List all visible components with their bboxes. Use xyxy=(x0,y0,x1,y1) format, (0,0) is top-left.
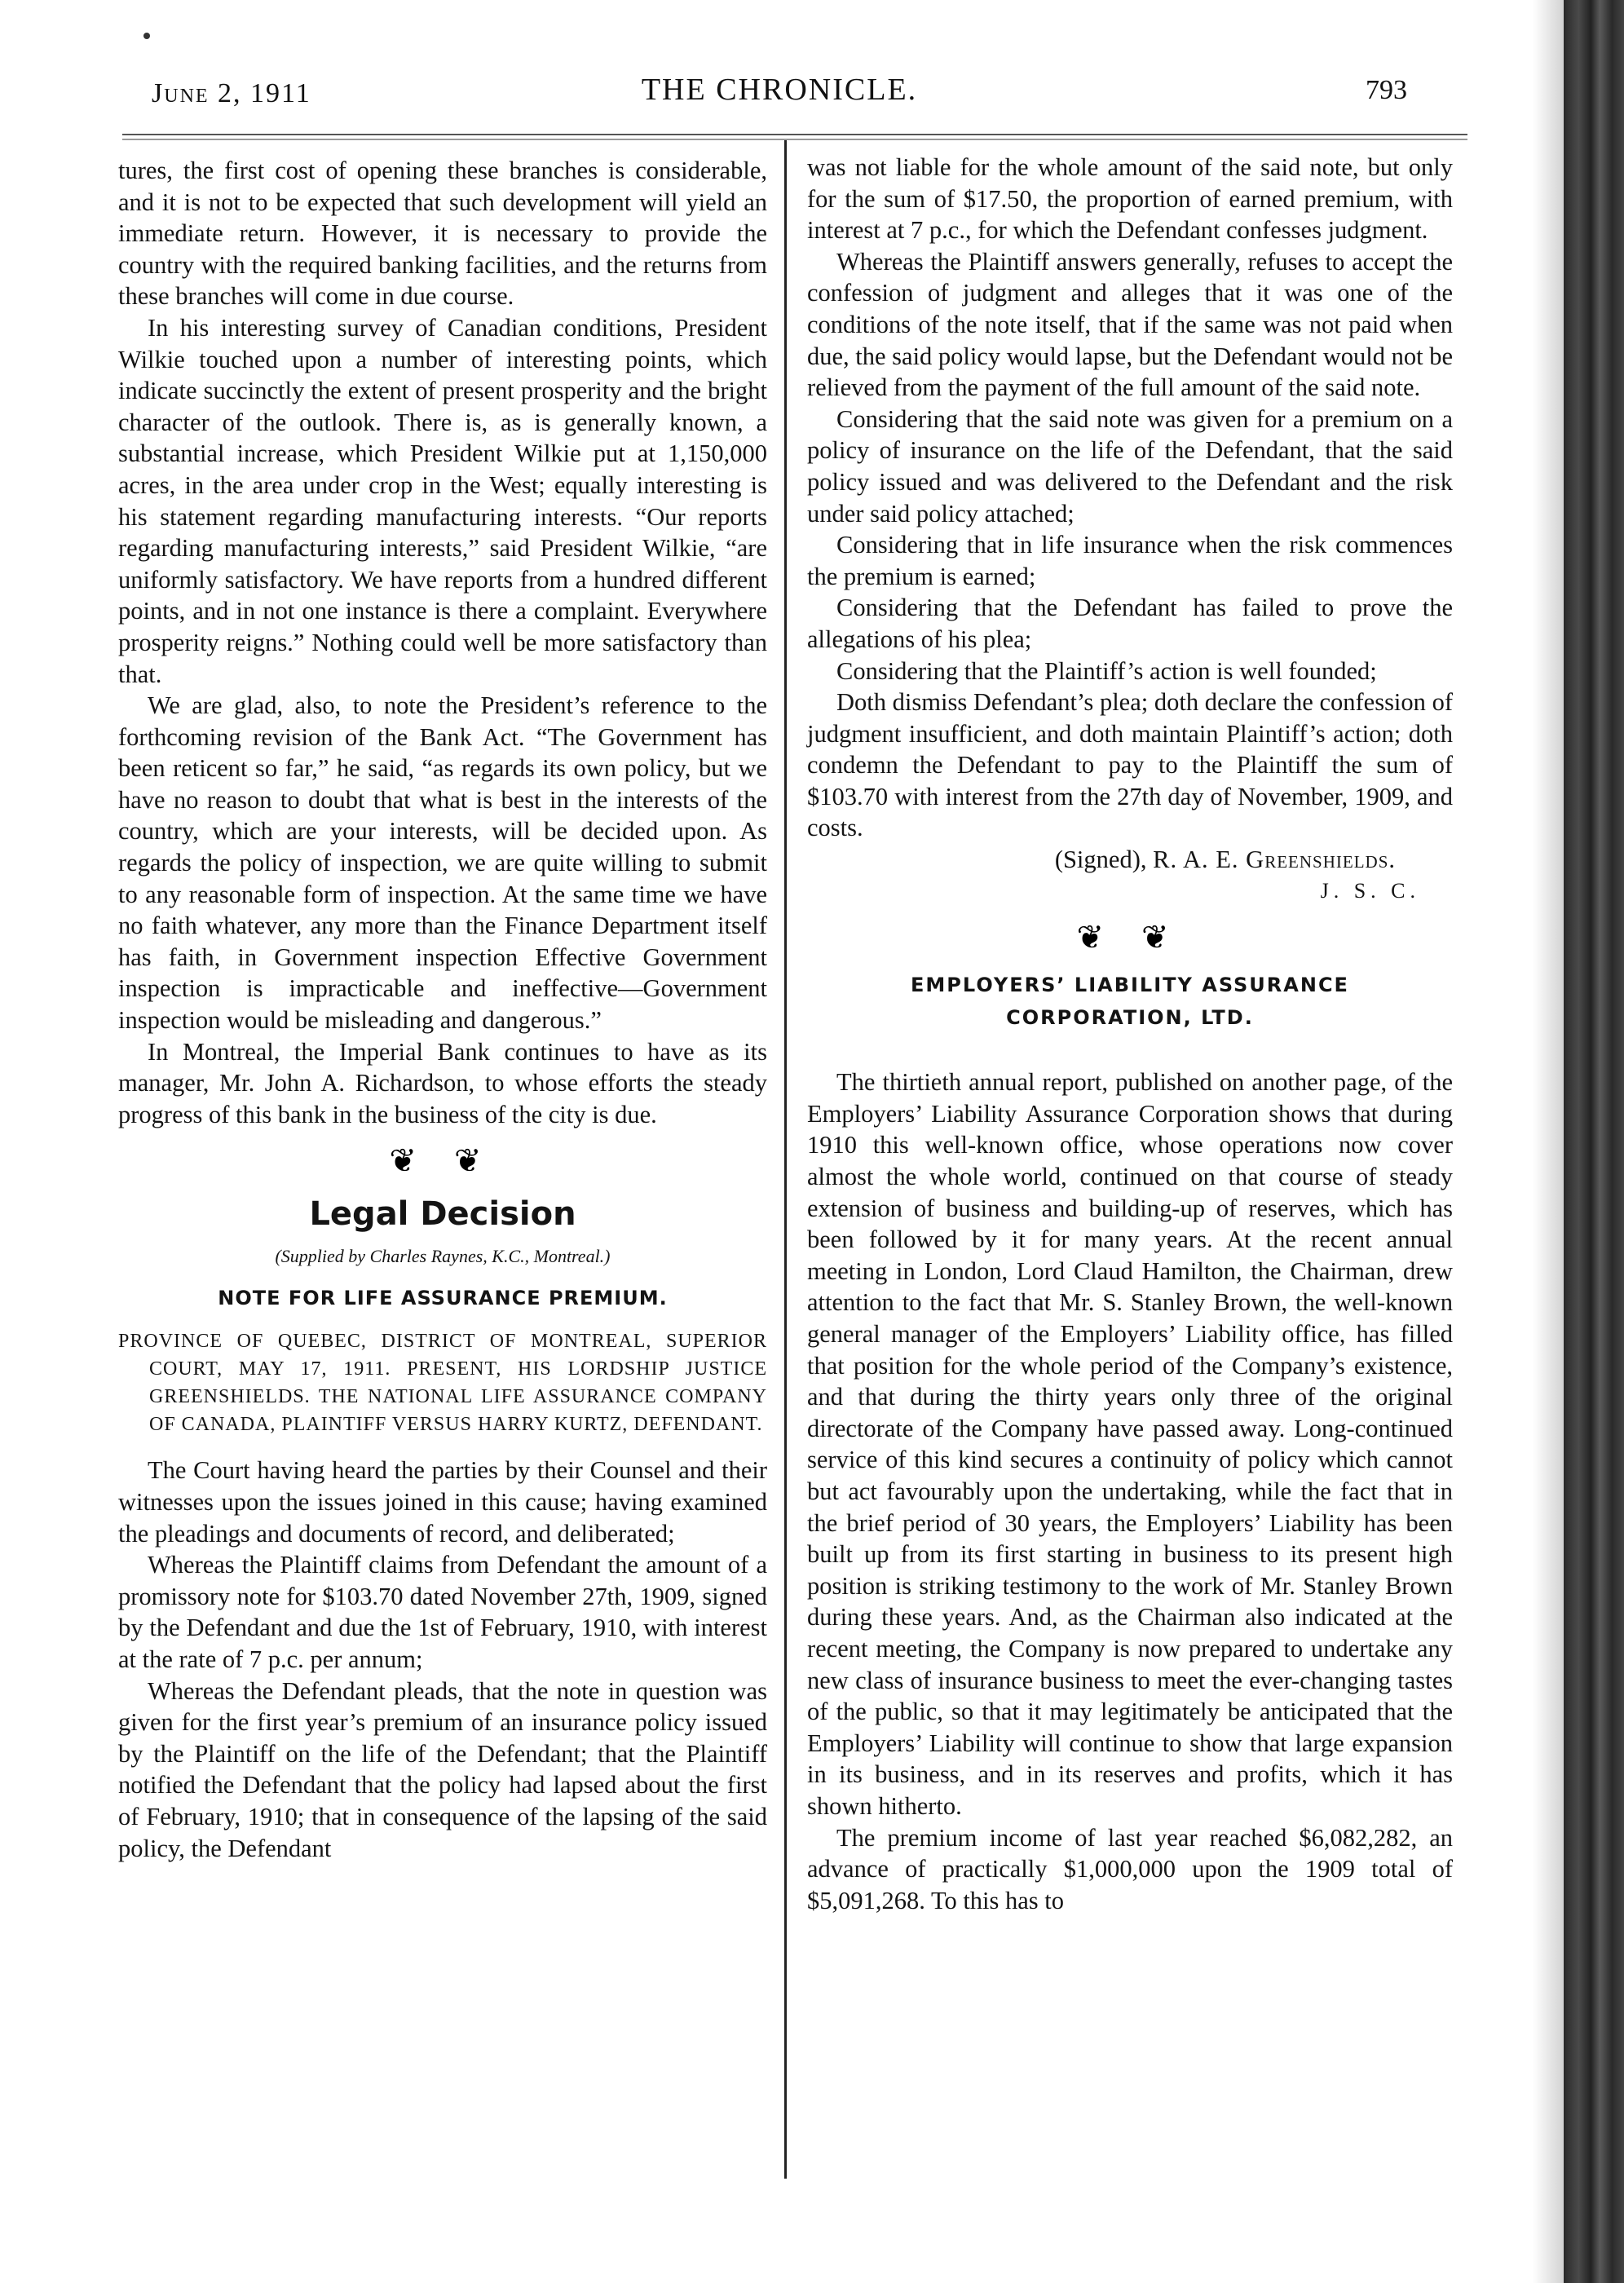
signature-line xyxy=(807,844,1453,876)
column-divider xyxy=(784,140,787,2179)
ornament: ❦ ❦ xyxy=(1076,919,1184,956)
page-header xyxy=(152,72,1407,121)
paragraph: Considering that the said note was given for a premium on a policy of insurance on the life of the Defendant, that the said policy issued and was delivered to the Defendant and the risk under said policy attached; xyxy=(807,404,1453,528)
corporation-heading xyxy=(807,969,1453,1034)
paragraph: Considering that the Plaintiff’s action is well founded; xyxy=(836,656,1377,685)
case-caption: PROVINCE OF QUEBEC, DISTRICT OF MONTREAL, SUPERIOR COURT, MAY 17, 1911. PRESENT, HIS LORDSHIP JUSTICE GREENSHIELDS. THE NATIONAL LIFE ASSURANCE COMPANY OF CANADA, PLAINTIFF VERSUS HARRY KURTZ, DEFENDANT. xyxy=(118,1331,767,1436)
book-spine xyxy=(1564,0,1624,2283)
paragraph: The thirtieth annual report, published on another page, of the Employers’ Liability Assurance Corporation shows that during 1910 this well-known office, whose operations now cover almost the whole world, continued on that course of steady extension of business and building-up of reserves, which has been followed by it for many years. At the recent annual meeting in London, Lord Claud Hamilton, the Chairman, drew attention to the fact that Mr. S. Stanley Brown, the well-known general manager of the Employers’ Liability office, has filled that position for the whole period of the Company’s existence, and that during the thirty years only three of the original directorate of the Company have passed away. Long-continued service of this kind secures a continuity of policy which cannot but act favourably upon the undertaking, while the fact that in the brief period of 30 years, the Employers’ Liability has been built up from its first starting in business to its present high position is striking testimony to the work of Mr. Stanley Brown during these years. And, as the Chairman also indicated at the recent meeting, the Company is now prepared to undertake any new class of insurance business to meet the ever-changing tastes of the public, so that it may legitimately be anticipated that the Employers’ Liability will continue to show that large expansion in its business, and in its reserves and profits, which it has shown hitherto. xyxy=(807,1068,1453,1820)
paragraph: Considering that in life insurance when the risk commences the premium is earned; xyxy=(807,531,1453,590)
subheading: NOTE FOR LIFE ASSURANCE PREMIUM. xyxy=(218,1287,668,1310)
header-date: June 2, 1911 xyxy=(152,78,311,108)
paragraph: tures, the first cost of opening these branches is considerable, and it is not to be expected that such development will yield an immediate return. However, it is necessary to provide the country with the required banking facilities, and the returns from these branches will come in due course. xyxy=(118,157,767,311)
paragraph: In his interesting survey of Canadian conditions, President Wilkie touched upon a number of interesting points, which indicate succinctly the extent of present prosperity and the bright character of the outlook. There is, as is generally known, a substantial increase, which President Wilkie put at 1,150,000 acres, in the area under crop in the West; equally interesting is his statement regarding manufacturing interests. “Our reports regarding manufacturing interests,” said President Wilkie, “are uniformly satisfactory. We have reports from a hundred different points, and in not one instance is there a complaint. Everywhere prosperity reigns.” Nothing could well be more satisfactory than that. xyxy=(118,313,767,688)
speck xyxy=(143,33,150,39)
header-title: THE CHRONICLE. xyxy=(641,73,918,107)
paragraph: We are glad, also, to note the President’s reference to the forthcoming revision of the Bank Act. “The Government has been reticent so far,” he said, “as regards its own policy, but we have no reason to doubt that what is best in the interests of the country, which are your interests, will be decided upon. As regards the policy of inspection, we are quite willing to submit to any reasonable form of inspection. At the same time we have no faith whatever, any more than the Finance Department itself has faith, in Government inspection Effective Government inspection is impracticable and ineffective—Government inspection would be misleading and dangerous.” xyxy=(118,691,767,1035)
paragraph: was not liable for the whole amount of the said note, but only for the sum of $17.50, the proportion of earned premium, with interest at 7 p.c., for which the Defendant confesses judgment. xyxy=(807,153,1453,245)
left-column xyxy=(118,155,767,1864)
paragraph: Whereas the Plaintiff answers generally, refuses to accept the confession of judgment and alleges that it was one of the conditions of the note itself, that if the same was not paid when due, the said policy would lapse, but the Defendant would not be relieved from the payment of the full amount of the said note. xyxy=(807,247,1453,402)
right-column xyxy=(807,152,1453,1916)
signed-title: J. S. C. xyxy=(1320,878,1420,903)
paragraph: Whereas the Plaintiff claims from Defendant the amount of a promissory note for $103.70 dated November 27th, 1909, signed by the Defendant and due the 1st of February, 1910, with interest at the rate of 7 p.c. per annum; xyxy=(118,1551,767,1673)
paragraph: The premium income of last year reached $6,082,282, an advance of practically $1,000,000 upon the 1909 total of $5,091,268. To this has to xyxy=(807,1823,1453,1914)
page-edge-shadow xyxy=(1533,0,1564,2283)
section-title: Legal Decision xyxy=(309,1195,576,1234)
ornament: ❦ ❦ xyxy=(389,1142,496,1180)
corporation-heading-line: EMPLOYERS’ LIABILITY ASSURANCE xyxy=(911,974,1349,997)
signed-prefix: (Signed), xyxy=(1054,846,1147,874)
paragraph: In Montreal, the Imperial Bank continues to have as its manager, Mr. John A. Richardson, to whose efforts the steady progress of this bank in the business of the city is due. xyxy=(118,1037,767,1128)
paragraph: The Court having heard the parties by their Counsel and their witnesses upon the issues joined in this cause; having examined the pleadings and documents of record, and deliberated; xyxy=(118,1456,767,1548)
corporation-heading-line: CORPORATION, LTD. xyxy=(1006,1006,1254,1030)
header-page-number: 793 xyxy=(1366,75,1407,105)
supplied-by: (Supplied by Charles Raynes, K.C., Montreal.) xyxy=(275,1246,611,1267)
paragraph: Doth dismiss Defendant’s plea; doth declare the confession of judgment insufficient, and doth maintain Plaintiff’s action; doth condemn the Defendant to pay to the Plaintiff the sum of $103.70 with interest from the 27th day of November, 1909, and costs. xyxy=(807,688,1453,842)
paragraph: Whereas the Defendant pleads, that the note in question was given for the first year’s premium of an insurance policy issued by the Plaintiff on the life of the Defendant; that the Plaintiff notified the Defendant that the policy had lapsed about the first of February, 1910; that in consequence of the lapsing of the said policy, the Defendant xyxy=(118,1676,767,1862)
paragraph: Considering that the Defendant has failed to prove the allegations of his plea; xyxy=(807,594,1453,653)
header-rule xyxy=(122,134,1467,140)
signed-name: R. A. E. Greenshields. xyxy=(1153,846,1396,874)
